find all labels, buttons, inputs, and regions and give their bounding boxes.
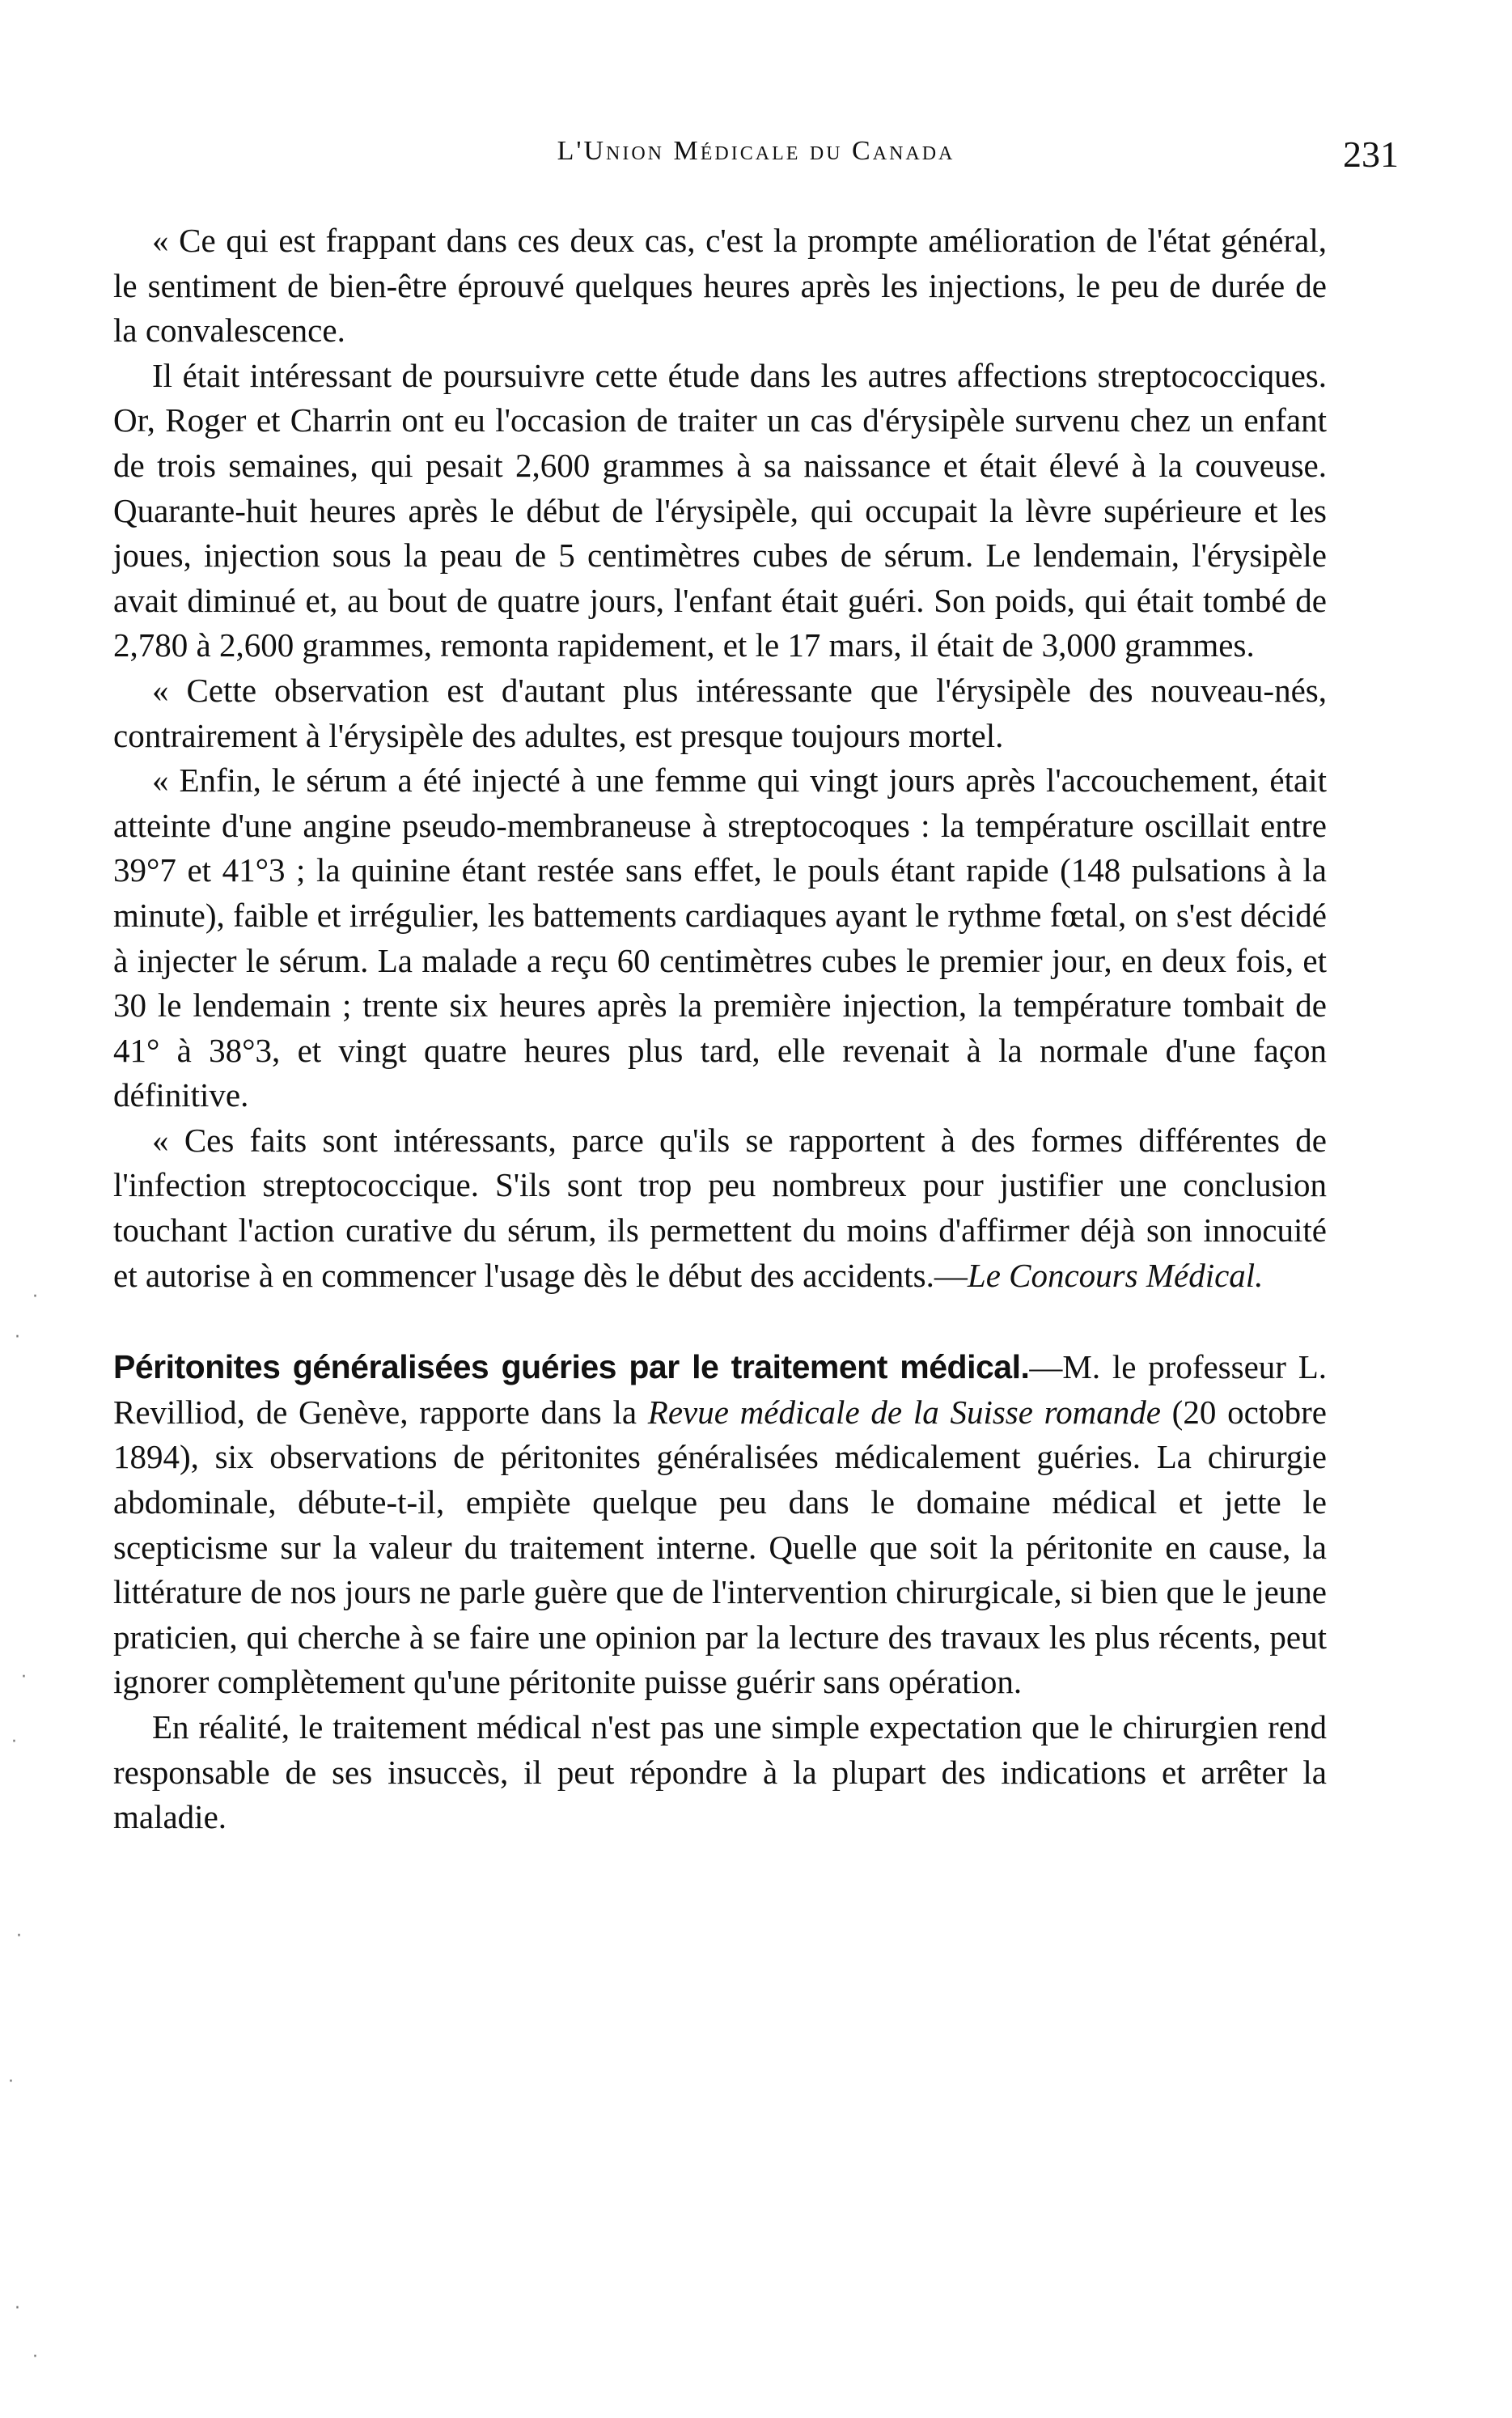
body-text <box>113 218 1327 1840</box>
paragraph: « Ce qui est frappant dans ces deux cas, c'est la prompte amélioration de l'état général, le sentiment de bien-être éprouvé quelques heures après les injections, le peu de durée de la convalescence. <box>113 222 1327 350</box>
article-title: Péritonites généralisées guéries par le traitement médical. <box>113 1348 1030 1386</box>
section-gap <box>113 1298 1327 1345</box>
margin-scan-marks <box>0 0 97 2418</box>
journal-name: Revue médicale de la Suisse romande <box>647 1393 1161 1431</box>
scan-mark: · <box>8 2072 14 2092</box>
running-head <box>113 136 1399 185</box>
paragraph: « Enfin, le sérum a été injecté à une femme qui vingt jours après l'accouchement, était atteinte d'une angine pseudo-membraneuse à streptocoques : la température oscillait entre 39°7 et 41°3 ; la quinine étant restée sans effet, le pouls étant rapide (148 pulsations à la minute), faible et irrégulier, les battements cardiaques ayant le rythme fœtal, on s'est décidé à injecter le sérum. La malade a reçu 60 centimètres cubes le premier jour, en deux fois, et 30 le lendemain ; trente six heures après la première injection, la température tombait de 41° à 38°3, et vingt quatre heures plus tard, elle revenait à la normale d'une façon définitive. <box>113 761 1327 1114</box>
scan-mark: · <box>15 2298 20 2318</box>
paragraph: « Cette observation est d'autant plus intéressante que l'érysipèle des nouveau-nés, contrairement à l'érysipèle des adultes, est presque toujours mortel. <box>113 671 1327 754</box>
scan-mark: · <box>15 1327 20 1347</box>
paragraph-with-source <box>113 1118 1327 1298</box>
article-intro <box>113 1345 1327 1705</box>
paragraph: Il était intéressant de poursuivre cette étude dans les autres affections streptococciques. Or, Roger et Charrin ont eu l'occasion de traiter un cas d'érysipèle survenu chez un enfant de trois semaines, qui pesait 2,600 grammes à sa naissance et était élevé à la couveuse. Quarante-huit heures après le début de l'érysipèle, qui occupait la lèvre supérieure et les joues, injection sous la peau de 5 centimètres cubes de sérum. Le lendemain, l'érysipèle avait diminué et, au bout de quatre jours, l'enfant était guéri. Son poids, qui était tombé de 2,780 à 2,600 grammes, remonta rapidement, et le 17 mars, il était de 3,000 grammes. <box>113 356 1327 664</box>
paragraph-text: « Ces faits sont intéressants, parce qu'ils se rapportent à des formes différentes de l'infection streptococcique. S'ils sont trop peu nombreux pour justifier une conclusion touchant l'action curative du sérum, ils permettent du moins d'affirmer déjà son innocuité et autorise à en commencer l'usage dès le début des accidents.— <box>113 1121 1327 1294</box>
scan-mark: · <box>11 1732 17 1752</box>
scan-mark: · <box>21 1667 27 1687</box>
page-number: 231 <box>1343 134 1399 175</box>
source-citation: Le Concours Médical. <box>967 1256 1264 1294</box>
scan-mark: · <box>16 1926 22 1946</box>
scan-mark: · <box>32 1287 38 1307</box>
journal-title: L'Union Médicale du Canada <box>557 136 955 166</box>
article-intro-text-continued: (20 octobre 1894), six observations de péritonites généralisées médicalement guéries. La chirurgie abdominale, débute-t-il, empiète quelque peu dans le domaine médical et jette le scepticisme sur la valeur du traitement interne. Quelle que soit la péritonite en cause, la littérature de nos jours ne parle guère que de l'intervention chirurgicale, si bien que le jeune praticien, qui cherche à se faire une opinion par la lecture des travaux les plus récents, peut ignorer complètement qu'une péritonite puisse guérir sans opération. <box>113 1393 1328 1701</box>
paragraph: En réalité, le traitement médical n'est pas une simple expectation que le chirurgien rend responsable de ses insuccès, il peut répondre à la plupart des indications et arrêter la maladie. <box>113 1708 1327 1836</box>
article-intro-text: —M. le professeur L. Revilliod, de Genève, rapporte dans la <box>113 1348 1327 1431</box>
scan-mark: · <box>32 2347 38 2367</box>
